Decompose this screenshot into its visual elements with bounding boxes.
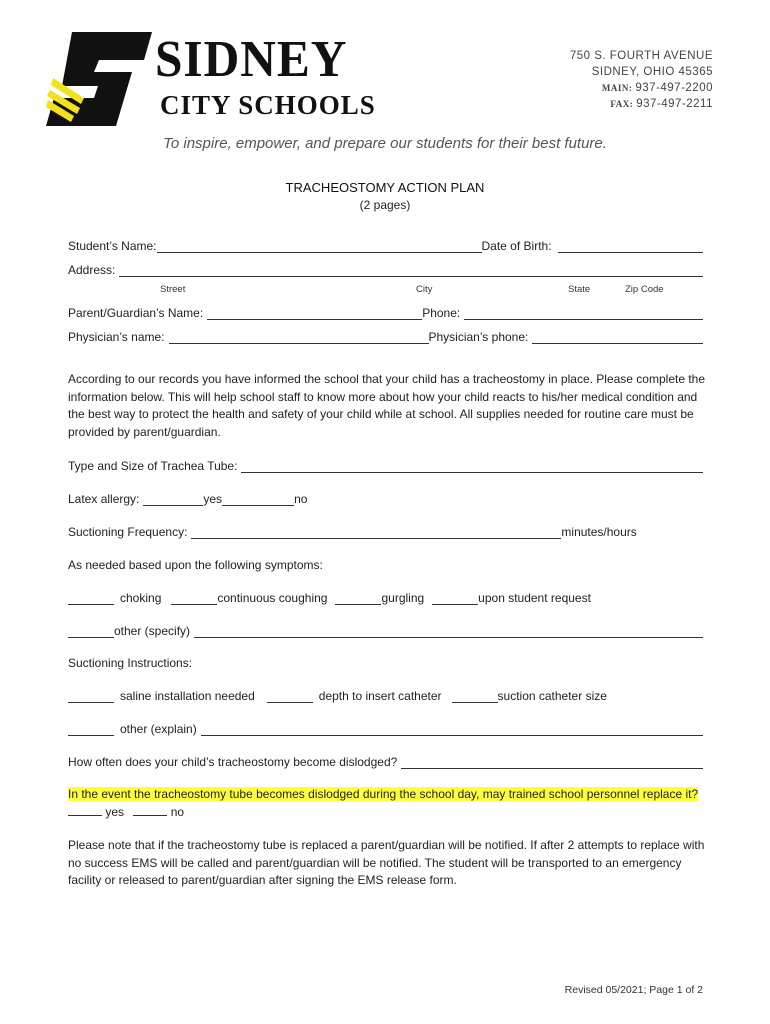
gurgling-field[interactable]: [335, 592, 381, 605]
depth-label: depth to insert catheter: [318, 689, 442, 703]
fax-number: 937-497-2211: [636, 98, 713, 110]
suction-freq-label: Suctioning Frequency:: [68, 525, 188, 539]
saline-label: saline installation needed: [120, 689, 255, 703]
physician-row: [68, 328, 703, 344]
logo-name: SIDNEY: [155, 31, 348, 88]
intro-paragraph: According to our records you have informed the school that your child has a tracheostomy in place. Please complete the information below. This will help school staff to know more about how your child reacts to his/her medical condition and the best way to protect the health and safety of your child while at school. All supplies needed for routine care must be provided by parent/guardian.: [68, 372, 706, 439]
physician-phone-label: Physician’s phone:: [428, 330, 529, 344]
as-needed-row: [68, 556, 703, 572]
dob-label: Date of Birth:: [481, 239, 552, 253]
instructions-options-row: [68, 687, 703, 703]
phone-field[interactable]: [464, 307, 703, 320]
tube-label: Type and Size of Trachea Tube:: [68, 459, 238, 473]
catheter-size-field[interactable]: [452, 690, 498, 703]
form-subtitle: (2 pages): [359, 198, 411, 212]
dislodged-row: [68, 753, 703, 769]
other-specify-check-field[interactable]: [68, 625, 114, 638]
replace-yes-field[interactable]: [68, 804, 102, 816]
latex-row: [68, 490, 703, 506]
as-needed-label: As needed based upon the following symptoms:: [68, 558, 323, 572]
physician-phone-field[interactable]: [532, 331, 703, 344]
other-explain-field[interactable]: [201, 723, 703, 736]
address-line-1: 750 S. FOURTH AVENUE: [569, 50, 713, 62]
coughing-label: continuous coughing: [217, 591, 328, 605]
city-sublabel: City: [416, 284, 433, 295]
instructions-row: [68, 654, 703, 670]
zip-sublabel: Zip Code: [625, 284, 664, 295]
tube-field[interactable]: [241, 460, 703, 473]
school-address: [570, 48, 713, 112]
sidney-logo-icon: [44, 30, 156, 128]
instructions-label: Suctioning Instructions:: [68, 656, 193, 670]
fax-label: FAX:: [610, 99, 634, 109]
suction-freq-field[interactable]: [191, 526, 561, 539]
request-field[interactable]: [432, 592, 478, 605]
other-specify-row: [68, 622, 703, 638]
notice-paragraph: Please note that if the tracheostomy tube is replaced a parent/guardian will be notified. If after 2 attempts to replace with no success EMS will be called and parent/guardian will be notified. The student will be transported to an emergency facility or released to parent/guardian after signing the EMS release form.: [68, 838, 705, 887]
saline-field[interactable]: [68, 690, 114, 703]
other-specify-label: other (specify): [114, 624, 191, 638]
physician-name-label: Physician’s name:: [68, 330, 165, 344]
gurgling-label: gurgling: [381, 591, 425, 605]
other-specify-field[interactable]: [194, 625, 703, 638]
phone-label: Phone:: [422, 306, 461, 320]
parent-name-field[interactable]: [207, 307, 422, 320]
choking-label: choking: [120, 591, 162, 605]
dislodged-question: How often does your child’s tracheostomy become dislodged?: [68, 755, 398, 769]
tube-row: [68, 457, 703, 473]
replace-question: In the event the tracheostomy tube becomes dislodged during the school day, may trained school personnel replace it?: [68, 787, 699, 801]
symptoms-row: [68, 589, 703, 605]
replace-yes-label: yes: [105, 804, 125, 819]
other-explain-check-field[interactable]: [68, 723, 114, 736]
depth-field[interactable]: [267, 690, 313, 703]
latex-yes-field[interactable]: [143, 493, 203, 506]
choking-field[interactable]: [68, 592, 114, 605]
latex-label: Latex allergy:: [68, 492, 140, 506]
address-line-2: SIDNEY, OHIO 45365: [591, 66, 713, 78]
suction-freq-row: [68, 523, 703, 539]
address-row: [68, 261, 703, 277]
main-phone-label: MAIN:: [601, 83, 633, 93]
minutes-hours-label: minutes/hours: [561, 525, 637, 539]
request-label: upon student request: [478, 591, 591, 605]
parent-row: [68, 304, 703, 320]
dob-field[interactable]: [558, 240, 703, 253]
student-row: [68, 237, 703, 253]
logo-subtitle: CITY SCHOOLS: [160, 90, 376, 120]
address-field[interactable]: [119, 264, 703, 277]
other-explain-label: other (explain): [120, 722, 197, 736]
parent-name-label: Parent/Guardian’s Name:: [68, 306, 204, 320]
latex-no-field[interactable]: [222, 493, 294, 506]
replace-no-label: no: [170, 804, 185, 819]
replace-question-block: [68, 786, 708, 821]
state-sublabel: State: [568, 284, 591, 295]
catheter-size-label: suction catheter size: [497, 689, 607, 703]
latex-no-label: no: [294, 492, 308, 506]
dislodged-field[interactable]: [401, 756, 703, 769]
main-phone: 937-497-2200: [635, 82, 713, 94]
street-sublabel: Street: [160, 284, 186, 295]
latex-yes-label: yes: [203, 492, 223, 506]
physician-name-field[interactable]: [169, 331, 429, 344]
address-label: Address:: [68, 263, 116, 277]
replace-no-field[interactable]: [133, 804, 167, 816]
page-footer: Revised 05/2021; Page 1 of 2: [564, 984, 703, 996]
coughing-field[interactable]: [171, 592, 217, 605]
mission-tagline: To inspire, empower, and prepare our students for their best future.: [163, 135, 607, 152]
other-explain-row: [68, 720, 703, 736]
student-name-field[interactable]: [157, 240, 482, 253]
student-name-label: Student’s Name:: [68, 239, 157, 253]
form-title: TRACHEOSTOMY ACTION PLAN: [285, 180, 485, 195]
